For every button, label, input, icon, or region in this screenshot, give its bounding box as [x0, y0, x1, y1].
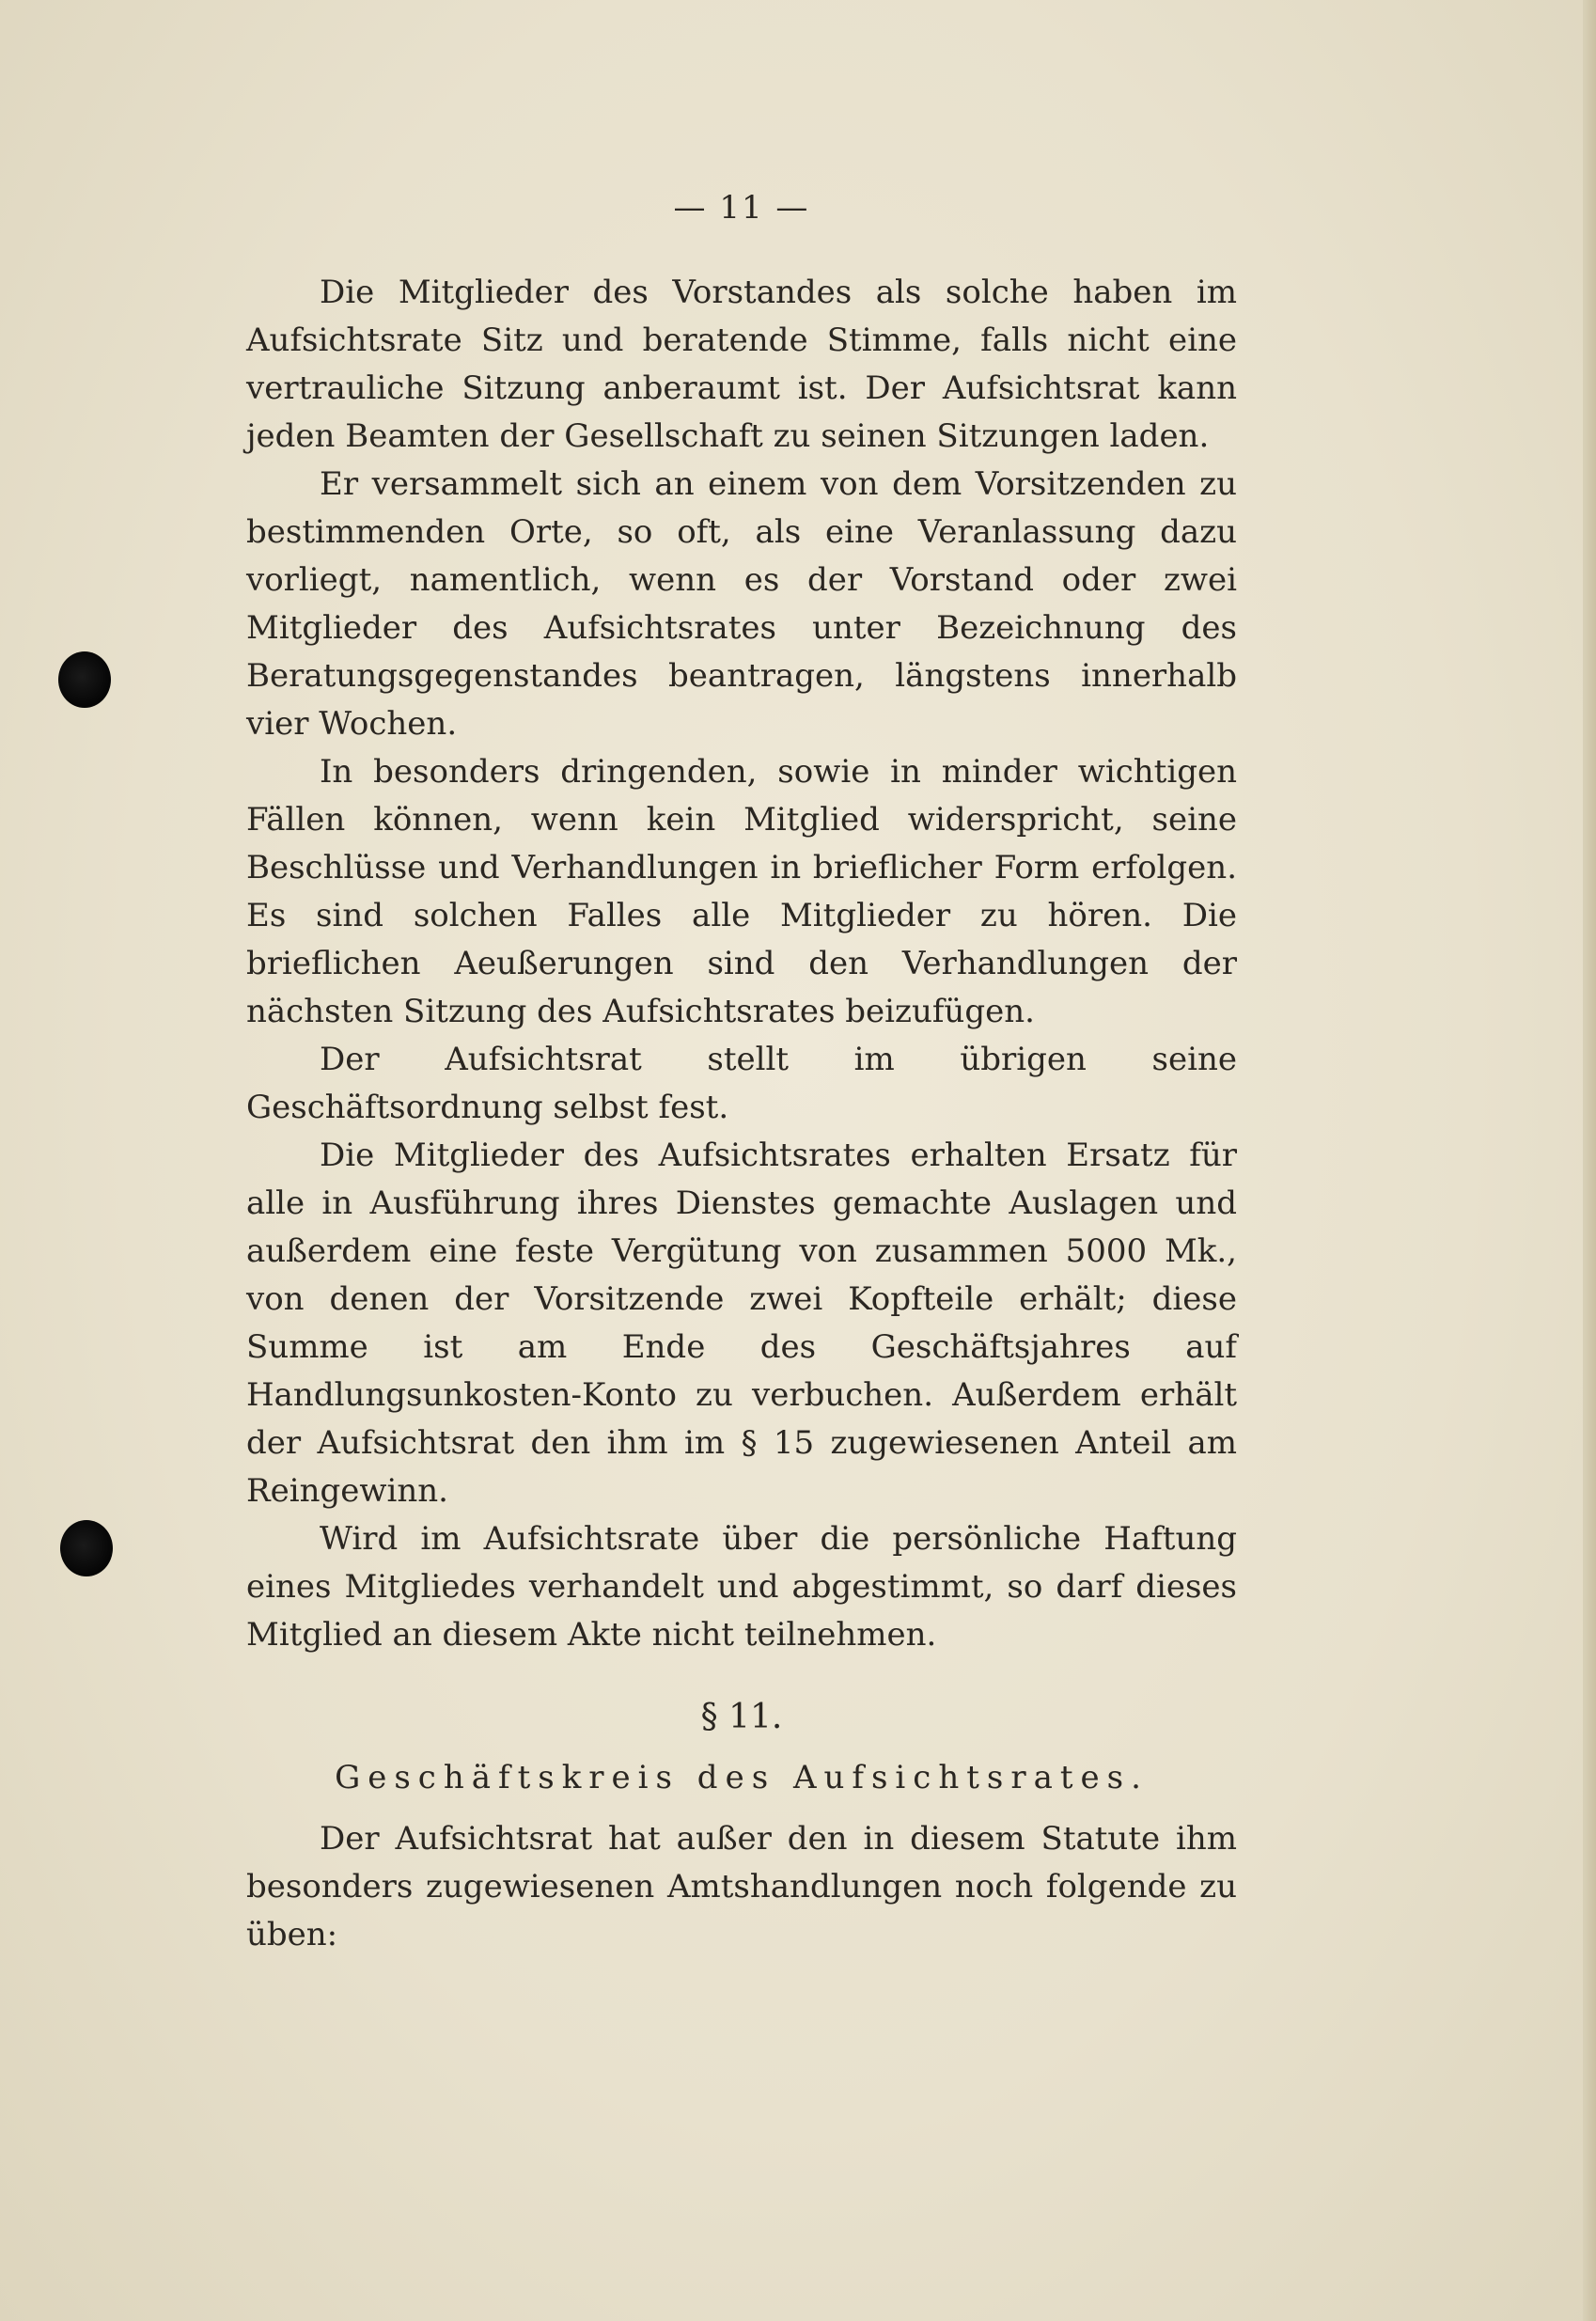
punch-hole-top — [58, 651, 111, 708]
punch-hole-bottom — [60, 1520, 113, 1576]
paragraph: Die Mitglieder des Aufsichtsrates erhalten Ersatz für alle in Ausführung ihres Dienstes gemachte Auslagen und außerdem eine feste Vergütung von zusammen 5000 Mk., von denen der Vorsitzende zwei Kopfteile erhält; diese Summe ist am Ende des Geschäftsjahres auf Handlungsunkosten-Konto zu verbuchen. Außerdem erhält der Aufsichtsrat den ihm im § 15 zugewiesenen Anteil am Reingewinn. — [246, 1137, 1237, 1510]
page-edge — [1583, 0, 1596, 2321]
paragraph: Der Aufsichtsrat stellt im übrigen seine Geschäftsordnung selbst fest. — [246, 1041, 1237, 1126]
paragraph: Er versammelt sich an einem von dem Vorsitzenden zu bestimmenden Orte, so oft, als eine Veranlassung dazu vorliegt, namentlich, wenn es der Vorstand oder zwei Mitglieder des Aufsichtsrates unter Bezeichnung des Beratungsgegenstandes beantragen, längstens innerhalb vier Wochen. — [246, 465, 1237, 743]
section-paragraph: Der Aufsichtsrat hat außer den in diesem Statute ihm besonders zugewiesenen Amtshandlungen noch folgende zu üben: — [246, 1820, 1237, 1953]
paragraph: Wird im Aufsichtsrate über die persönliche Haftung eines Mitgliedes verhandelt und abgestimmt, so darf dieses Mitglied an diesem Akte nicht teilnehmen. — [246, 1520, 1237, 1654]
paragraph: In besonders dringenden, sowie in minder wichtigen Fällen können, wenn kein Mitglied widerspricht, seine Beschlüsse und Verhandlungen in brieflicher Form erfolgen. Es sind solchen Falles alle Mitglieder zu hören. Die brieflichen Aeußerungen sind den Verhandlungen der nächsten Sitzung des Aufsichtsrates beizufügen. — [246, 753, 1237, 1030]
text-column — [246, 184, 1237, 1959]
page-number: — 11 — — [673, 189, 810, 227]
section-title: Geschäftskreis des Aufsichtsrates. — [335, 1759, 1149, 1796]
section-number: § 11. — [700, 1698, 783, 1736]
paragraph: Die Mitglieder des Vorstandes als solche haben im Aufsichtsrate Sitz und beratende Stimme, falls nicht eine vertrauliche Sitzung anberaumt ist. Der Aufsichtsrat kann jeden Beamten der Gesellschaft zu seinen Sitzungen laden. — [246, 274, 1237, 455]
